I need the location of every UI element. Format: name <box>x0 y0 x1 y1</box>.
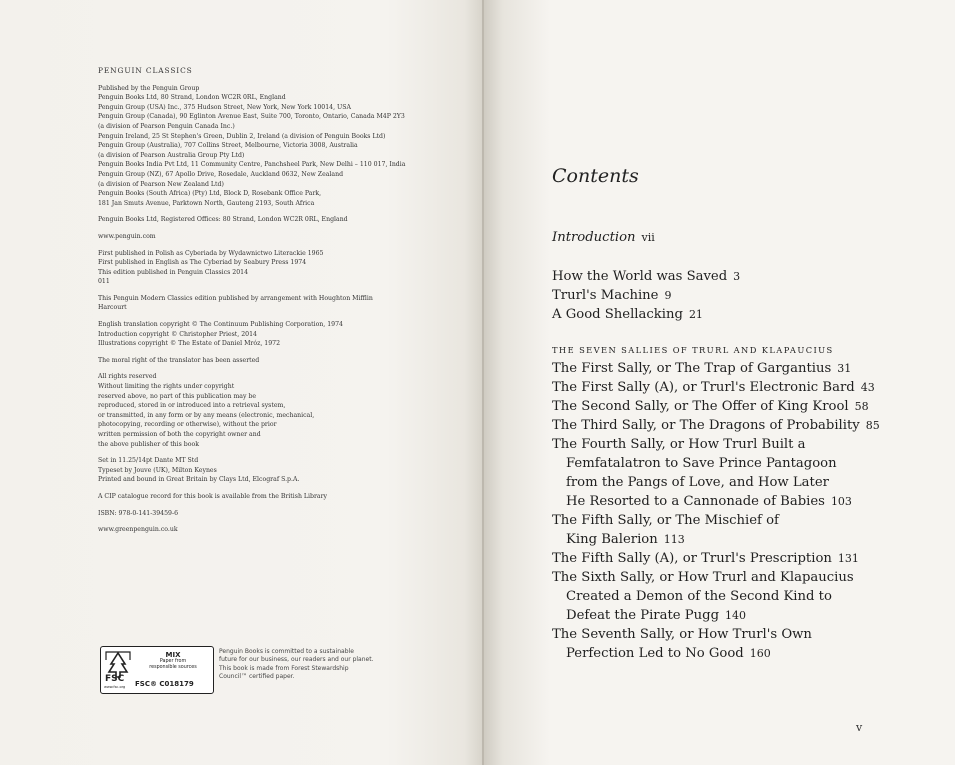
toc-entry <box>552 359 922 378</box>
imprint-line: (a division of Pearson Penguin Canada Inc.) <box>98 122 235 130</box>
imprint-line: Penguin Books Ltd, 80 Strand, London WC2R 0RL, England <box>98 94 286 102</box>
toc-sallies <box>552 359 922 663</box>
toc-entry <box>552 416 922 435</box>
publication-history <box>98 249 418 287</box>
rights-line: Without limiting the rights under copyright <box>98 383 235 391</box>
environment-line: Penguin Books is committed to a sustainable <box>219 648 354 655</box>
fsc-label <box>100 646 214 694</box>
publication-line: First published in Polish as Cyberiada by Wydawnictwo Literackie 1965 <box>98 249 324 257</box>
toc-entry <box>552 378 922 397</box>
toc-title: How the World was Saved <box>552 269 728 284</box>
imprint-lines <box>98 84 418 209</box>
toc-title: A Good Shellacking <box>552 307 683 322</box>
arrangement-line: This Penguin Modern Classics edition published by arrangement with Houghton Mifflin <box>98 294 373 302</box>
toc-entry <box>552 397 922 416</box>
imprint-line: Penguin Group (Canada), 90 Eglinton Avenue East, Suite 700, Toronto, Ontario, Canada M4P 2Y3 <box>98 113 405 121</box>
rights-line: written permission of both the copyright owner and <box>98 431 261 438</box>
toc-page: 85 <box>865 419 880 432</box>
table-of-contents <box>552 228 922 663</box>
rights-line: reproduced, stored in or introduced into a retrieval system, <box>98 402 286 410</box>
imprint-line: Penguin Group (USA) Inc., 375 Hudson Street, New York, New York 10014, USA <box>98 103 351 111</box>
toc-entry <box>552 625 922 663</box>
toc-page: 131 <box>837 552 859 565</box>
toc-page: 3 <box>733 270 741 283</box>
toc-page: 113 <box>663 533 685 546</box>
fsc-code: FSC® C018179 <box>135 680 194 688</box>
imprint-line: Published by the Penguin Group <box>98 84 200 92</box>
arrangement-note <box>98 294 418 313</box>
toc-title: The Seventh Sally, or How Trurl's Own <box>552 627 812 642</box>
toc-entry <box>552 435 922 511</box>
rights-reserved <box>98 372 418 449</box>
toc-title: Trurl's Machine <box>552 288 659 303</box>
toc-title: Introduction <box>552 230 636 245</box>
toc-title: The Second Sally, or The Offer of King Krool <box>552 399 849 414</box>
series-name: PENGUIN CLASSICS <box>98 66 193 75</box>
typesetting-line: Set in 11.25/14pt Dante MT Std <box>98 457 199 465</box>
typesetting-line: Typeset by Jouve (UK), Milton Keynes <box>98 466 217 474</box>
section-heading: THE SEVEN SALLIES OF TRURL AND KLAPAUCIUS <box>552 345 834 355</box>
toc-page: vii <box>641 231 655 244</box>
page-number: v <box>856 721 863 734</box>
imprint-line: 181 Jan Smuts Avenue, Parktown North, Gauteng 2193, South Africa <box>98 199 315 207</box>
copyright-line: Illustrations copyright © The Estate of Daniel Mróz, 1972 <box>98 340 281 348</box>
publication-line: This edition published in Penguin Classics 2014 <box>98 268 249 276</box>
environment-note <box>219 648 389 682</box>
fsc-mix-label: MIX <box>165 651 181 659</box>
toc-page: 160 <box>749 647 771 660</box>
fsc-brand: FSC <box>105 674 125 684</box>
cip-record: A CIP catalogue record for this book is available from the British Library <box>98 492 328 500</box>
typesetting-info <box>98 456 418 485</box>
toc-title: The Fifth Sally, or The Mischief of <box>552 513 779 528</box>
toc-page: 103 <box>830 495 852 508</box>
imprint-block <box>98 66 418 535</box>
imprint-line: Penguin Books India Pvt Ltd, 11 Community Centre, Panchsheel Park, New Delhi – 110 017, India <box>98 161 406 169</box>
copyright-line: English translation copyright © The Continuum Publishing Corporation, 1974 <box>98 321 343 329</box>
toc-page: 9 <box>664 289 672 302</box>
toc-title: He Resorted to a Cannonade of Babies <box>566 494 825 509</box>
toc-entry <box>552 286 922 305</box>
toc-title: The First Sally, or The Trap of Gargantius <box>552 361 832 376</box>
toc-entry-introduction <box>552 228 922 247</box>
typesetting-line: Printed and bound in Great Britain by Clays Ltd, Elcograf S.p.A. <box>98 476 300 484</box>
arrangement-line: Harcourt <box>98 304 127 312</box>
toc-page: 31 <box>837 362 852 375</box>
rights-line: reserved above, no part of this publication may be <box>98 392 257 400</box>
imprint-line: (a division of Pearson New Zealand Ltd) <box>98 180 224 188</box>
toc-page: 140 <box>725 609 747 622</box>
toc-entry <box>552 267 922 286</box>
toc-entry <box>552 568 922 625</box>
imprint-line: Penguin Books (South Africa) (Pty) Ltd, Block D, Rosebank Office Park, <box>98 190 322 198</box>
fsc-web: www.fsc.org <box>104 685 126 689</box>
fsc-mix <box>137 651 209 670</box>
rights-line: or transmitted, in any form or by any means (electronic, mechanical, <box>98 411 315 419</box>
contents-title: Contents <box>552 165 639 187</box>
toc-title: The Sixth Sally, or How Trurl and Klapaucius <box>552 570 854 585</box>
rights-line: All rights reserved <box>98 373 157 381</box>
toc-title: Perfection Led to No Good <box>566 646 744 661</box>
environment-line: Council™ certified paper. <box>219 673 295 681</box>
rights-line: the above publisher of this book <box>98 440 199 448</box>
registered-office: Penguin Books Ltd, Registered Offices: 80 Strand, London WC2R 0RL, England <box>98 216 348 224</box>
imprint-line: (a division of Pearson Australia Group Pty Ltd) <box>98 151 245 159</box>
publication-line: First published in English as The Cyberiad by Seabury Press 1974 <box>98 259 307 267</box>
copyright-line: Introduction copyright © Christopher Priest, 2014 <box>98 330 257 338</box>
publication-line: 011 <box>98 278 110 286</box>
toc-title: from the Pangs of Love, and How Later <box>566 475 829 490</box>
toc-title: The Fifth Sally (A), or Trurl's Prescription <box>552 551 832 566</box>
toc-entry <box>552 511 922 549</box>
toc-stories <box>552 267 922 324</box>
toc-title: The First Sally (A), or Trurl's Electronic Bard <box>552 380 855 395</box>
toc-page: 43 <box>860 381 875 394</box>
toc-entry <box>552 305 922 324</box>
toc-page: 58 <box>854 400 869 413</box>
rights-line: photocopying, recording or otherwise), without the prior <box>98 421 277 429</box>
moral-right: The moral right of the translator has been asserted <box>98 356 260 364</box>
website: www.penguin.com <box>98 232 156 240</box>
toc-title: The Fourth Sally, or How Trurl Built a <box>552 437 806 452</box>
environment-line: This book is made from Forest Stewardship <box>219 664 349 672</box>
toc-title: Created a Demon of the Second Kind to <box>566 589 832 604</box>
green-website: www.greenpenguin.co.uk <box>98 526 178 534</box>
toc-title: Femfatalatron to Save Prince Pantagoon <box>566 456 837 471</box>
isbn: ISBN: 978-0-141-39459-6 <box>98 509 179 517</box>
fsc-sources: responsible sources <box>149 664 197 670</box>
imprint-line: Penguin Group (NZ), 67 Apollo Drive, Rosedale, Auckland 0632, New Zealand <box>98 170 344 178</box>
toc-page: 21 <box>688 308 703 321</box>
copyright-notices <box>98 320 418 349</box>
toc-title: King Balerion <box>566 532 658 547</box>
environment-line: future for our business, our readers and our planet. <box>219 656 374 664</box>
imprint-line: Penguin Group (Australia), 707 Collins Street, Melbourne, Victoria 3008, Australia <box>98 142 358 150</box>
toc-entry <box>552 549 922 568</box>
imprint-line: Penguin Ireland, 25 St Stephen's Green, Dublin 2, Ireland (a division of Penguin Books Ltd) <box>98 132 386 140</box>
toc-title: The Third Sally, or The Dragons of Probability <box>552 418 860 433</box>
fsc-paper-from: Paper from <box>159 659 187 664</box>
toc-title: Defeat the Pirate Pugg <box>566 608 720 623</box>
